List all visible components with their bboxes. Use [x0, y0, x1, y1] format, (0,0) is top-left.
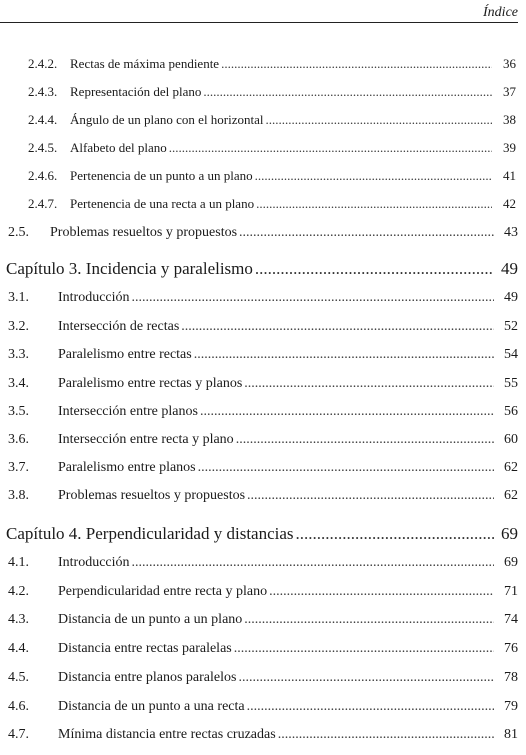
toc-entry-page: 81: [504, 727, 518, 742]
toc-entry-2-5: [0, 225, 526, 245]
toc-entry-3-7: [0, 460, 526, 480]
toc-entry-page: 38: [503, 112, 516, 127]
dot-leader: [247, 699, 494, 715]
toc-entry-page: 62: [504, 460, 518, 475]
toc-entry-page: 52: [504, 319, 518, 334]
toc-entry-page: 71: [504, 584, 518, 599]
toc-entry-number: 4.2.: [8, 584, 29, 599]
toc-entry-title: Paralelismo entre rectas: [58, 347, 192, 362]
dot-leader: [234, 641, 494, 657]
toc-entry-3-4: [0, 376, 526, 396]
toc-entry-page: 42: [503, 196, 516, 211]
toc-entry-2-4-6: [0, 168, 526, 188]
toc-entry-4-1: [0, 555, 526, 575]
toc-entry-page: 39: [503, 140, 516, 155]
toc-entry-page: 78: [504, 670, 518, 685]
toc-entry-3-5: [0, 404, 526, 424]
toc-entry-4-4: [0, 641, 526, 661]
toc-entry-page: 56: [504, 404, 518, 419]
header-rule: [0, 22, 518, 23]
toc-entry-title: Intersección entre recta y plano: [58, 432, 234, 447]
toc-entry-number: 2.4.2.: [28, 56, 58, 71]
dot-leader: [296, 524, 494, 544]
dot-leader: [244, 612, 494, 628]
toc-entry-page: 69: [501, 524, 518, 543]
toc-entry-title: Distancia entre rectas paralelas: [58, 641, 232, 656]
toc-entry-number: 4.7.: [8, 727, 29, 742]
toc-entry-3-3: [0, 347, 526, 367]
toc-entry-title: Introducción: [58, 555, 130, 570]
dot-leader: [238, 670, 494, 686]
toc-entry-page: 55: [504, 376, 518, 391]
toc-entry-page: 79: [504, 699, 518, 714]
dot-leader: [198, 460, 494, 476]
toc-entry-number: 3.2.: [8, 319, 29, 334]
dot-leader: [247, 488, 494, 504]
toc-entry-number: 3.8.: [8, 488, 29, 503]
toc-entry-number: 4.3.: [8, 612, 29, 627]
toc-entry-4-6: [0, 699, 526, 719]
dot-leader: [203, 84, 492, 100]
toc-chapter-title: Capítulo 4. Perpendicularidad y distancias: [6, 524, 294, 543]
toc-entry-page: 74: [504, 612, 518, 627]
toc-entry-4-2: [0, 584, 526, 604]
toc-entry-4-5: [0, 670, 526, 690]
toc-entry-title: Problemas resueltos y propuestos: [58, 488, 246, 503]
dot-leader: [255, 259, 494, 279]
toc-entry-3-6: [0, 432, 526, 452]
toc-entry-title: Alfabeto del plano: [70, 140, 167, 155]
dot-leader: [194, 347, 494, 363]
toc-entry-3-1: [0, 290, 526, 310]
toc-entry-3-2: [0, 319, 526, 339]
toc-entry-number: 3.7.: [8, 460, 29, 475]
dot-leader: [269, 584, 494, 600]
toc-entry-number: 4.4.: [8, 641, 29, 656]
toc-entry-page: 37: [503, 84, 516, 99]
toc-entry-number: 3.5.: [8, 404, 29, 419]
toc-entry-number: 3.6.: [8, 432, 29, 447]
dot-leader: [256, 196, 492, 212]
toc-entry-title: Distancia de un punto a un plano: [58, 612, 243, 627]
toc-entry-page: 49: [501, 259, 518, 278]
toc-entry-2-4-4: [0, 112, 526, 132]
toc-entry-number: 2.5.: [8, 225, 29, 240]
toc-entry-number: 3.4.: [8, 376, 29, 391]
toc-entry-title: Mínima distancia entre rectas cruzadas: [58, 727, 276, 742]
toc-entry-page: 69: [504, 555, 518, 570]
toc-entry-title: Representación del plano: [70, 84, 202, 99]
toc-entry-title: Intersección entre planos: [58, 404, 198, 419]
toc-entry-number: 3.1.: [8, 290, 29, 305]
toc-chapter-3: [0, 259, 526, 279]
toc-entry-title: Paralelismo entre rectas y planos: [58, 376, 243, 391]
dot-leader: [181, 319, 494, 335]
toc-chapter-title: Capítulo 3. Incidencia y paralelismo: [6, 259, 253, 278]
toc-entry-2-4-7: [0, 196, 526, 216]
toc-entry-page: 54: [504, 347, 518, 362]
toc-entry-number: 3.3.: [8, 347, 29, 362]
dot-leader: [169, 140, 492, 156]
toc-entry-number: 2.4.4.: [28, 112, 58, 127]
dot-leader: [132, 290, 494, 306]
header-title: Índice: [483, 5, 518, 20]
toc-entry-page: 43: [504, 225, 518, 240]
toc-entry-number: 2.4.5.: [28, 140, 58, 155]
toc-entry-page: 62: [504, 488, 518, 503]
dot-leader: [200, 404, 494, 420]
toc-entry-2-4-3: [0, 84, 526, 104]
toc-entry-title: Introducción: [58, 290, 130, 305]
toc-entry-number: 4.6.: [8, 699, 29, 714]
dot-leader: [221, 56, 492, 72]
toc-entry-2-4-2: [0, 56, 526, 76]
dot-leader: [239, 225, 494, 241]
toc-entry-number: 2.4.7.: [28, 196, 58, 211]
toc-entry-2-4-5: [0, 140, 526, 160]
toc-chapter-4: [0, 524, 526, 544]
toc-entry-3-8: [0, 488, 526, 508]
toc-entry-4-3: [0, 612, 526, 632]
toc-entry-title: Pertenencia de un punto a un plano: [70, 168, 253, 183]
toc-entry-title: Rectas de máxima pendiente: [70, 56, 220, 71]
toc-entry-title: Paralelismo entre planos: [58, 460, 196, 475]
toc-entry-title: Pertenencia de una recta a un plano: [70, 196, 255, 211]
toc-entry-title: Problemas resueltos y propuestos: [50, 225, 238, 240]
toc-entry-number: 4.5.: [8, 670, 29, 685]
toc-entry-page: 36: [503, 56, 516, 71]
toc-entry-page: 60: [504, 432, 518, 447]
toc-entry-page: 76: [504, 641, 518, 656]
dot-leader: [266, 112, 492, 128]
toc-entry-number: 2.4.3.: [28, 84, 58, 99]
toc-entry-4-7: [0, 727, 526, 747]
toc-entry-title: Ángulo de un plano con el horizontal: [70, 112, 264, 127]
toc-entry-title: Distancia entre planos paralelos: [58, 670, 237, 685]
toc-entry-title: Intersección de rectas: [58, 319, 180, 334]
dot-leader: [236, 432, 494, 448]
running-header: [0, 0, 526, 26]
toc-entry-title: Perpendicularidad entre recta y plano: [58, 584, 268, 599]
dot-leader: [132, 555, 494, 571]
toc-entry-title: Distancia de un punto a una recta: [58, 699, 245, 714]
dot-leader: [255, 168, 492, 184]
toc-entry-page: 41: [503, 168, 516, 183]
toc-entry-number: 4.1.: [8, 555, 29, 570]
dot-leader: [278, 727, 494, 743]
dot-leader: [244, 376, 494, 392]
toc-entry-page: 49: [504, 290, 518, 305]
toc-entry-number: 2.4.6.: [28, 168, 58, 183]
